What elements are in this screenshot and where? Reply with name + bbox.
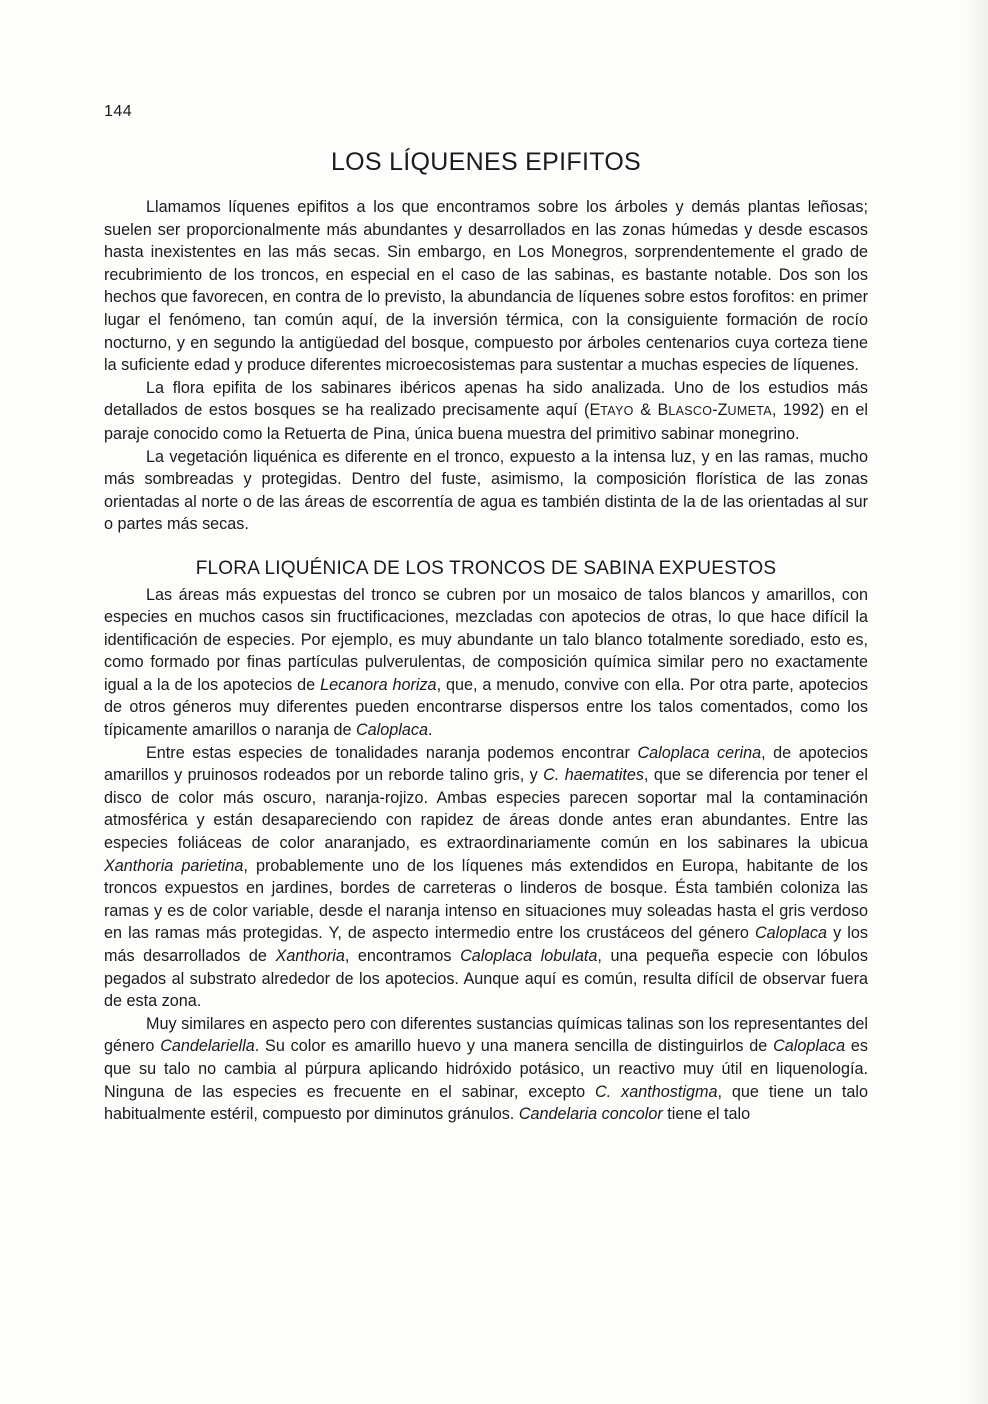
paragraph-text: , 1992) en el paraje conocido como la Retuerta de Pina, única buena muestra del primitivo sabinar monegrino. (104, 401, 868, 443)
page-title: LOS LÍQUENES EPIFITOS (330, 148, 642, 176)
paragraph-text: La flora epifita de los sabinares ibéricos apenas ha sido analizada. Uno de los estudios más detallados de estos bosques se ha realizado precisamente aquí ( (104, 378, 868, 420)
paragraph: Las áreas más expuestas del tronco se cubren por un mosaico de talos blancos y amarillos, con especies en muchos casos sin fructificaciones, mezcladas con apotecios de otras, lo que hace difícil la identificación de especies. Por ejemplo, es muy abundante un talo blanco totalmente sorediado, esto es, como formado por finas partículas pulverulentas, de composición química similar pero no exactamente igual a la de los apotecios de Lecanora horiza, que, a menudo, convive con ella. Por otra parte, apotecios de otros géneros muy diferentes pueden encontrarse dispersos entre los talos comentados, como los típicamente amarillos o naranja de Caloplaca. (104, 585, 868, 740)
page-number: 144 (104, 103, 133, 120)
species-name: Caloplaca cerina (637, 743, 762, 762)
species-name: Lecanora horiza (320, 675, 437, 694)
species-name: Caloplaca (773, 1037, 846, 1056)
page-edge-shadow (966, 0, 988, 1404)
species-name: Candelariella (160, 1037, 255, 1056)
species-name: C. xanthostigma (595, 1082, 718, 1101)
species-name: Caloplaca (355, 721, 428, 740)
species-name: Xanthoria parietina (104, 856, 244, 875)
paragraph: Muy similares en aspecto pero con diferentes sustancias químicas talinas son los representantes del género Candelariella. Su color es amarillo huevo y una manera sencilla de distinguirlos de Caloplaca es que su talo no cambia al púrpura aplicando hidróxido potásico, un reactivo muy útil en liquenología. Ninguna de las especies es frecuente en el sabinar, excepto C. xanthostigma, que tiene un talo habitualmente estéril, compuesto por diminutos gránulos. Candelaria concolor tiene el talo (104, 1014, 869, 1124)
paragraph-text: Llamamos líquenes epifitos a los que encontramos sobre los árboles y demás plantas leñosas; suelen ser proporcionalmente más abundantes y desarrollados en las zonas húmedas y desde escasos hasta inexistentes en las más secas. Sin embargo, en Los Monegros, sorprendentemente el grado de recubrimiento de los troncos, en especial en el caso de las sabinas, es bastante notable. Dos son los hechos que favorecen, en contra de lo previsto, la abundancia de líquenes sobre estos forofitos: en primer lugar el fenómeno, tan común aquí, de la inversión térmica, con la consiguiente formación de rocío nocturno, y en segundo la antigüedad del bosque, compuesto por árboles centenarios cuya corteza tiene la suficiente edad y produce diferentes microecosistemas para sustentar a muchas especies de líquenes. (104, 198, 868, 375)
paragraph: Entre estas especies de tonalidades naranja podemos encontrar Caloplaca cerina, de apotecios amarillos y pruinosos rodeados por un reborde talino gris, y C. haematites, que se diferencia por tener el disco de color más oscuro, naranja-rojizo. Ambas especies parecen soportar mal la contaminación atmosférica y están desapareciendo con rapidez de áreas donde antes eran abundantes. Entre las especies foliáceas de color anaranjado, es extraordinariamente común en los sabinares la ubicua Xanthoria parietina, probablemente uno de los líquenes más extendidos en Europa, habitante de los troncos expuestos en jardines, bordes de carreteras o linderos de bosque. Ésta también coloniza las ramas y es de color variable, desde el naranja intenso en situaciones muy soleadas hasta el gris verdoso en las ramas más protegidas. Y, de aspecto intermedio entre los crustáceos del género Caloplaca y los más desarrollados de Xanthoria, encontramos Caloplaca lobulata, una pequeña especie con lóbulos pegados al substrato alrededor de los apotecios. Aunque aquí es común, resulta difícil de observar fuera de esta zona. (104, 743, 869, 1011)
body-text (104, 196, 868, 1126)
paragraph (104, 196, 868, 377)
paragraph (104, 377, 868, 446)
species-name: C. haematites (543, 766, 644, 785)
species-name: Caloplaca lobulata (460, 947, 598, 965)
species-name: Xanthoria (275, 947, 345, 965)
species-name: Caloplaca (754, 924, 827, 943)
paragraph (104, 446, 868, 536)
species-name: Candelaria concolor (518, 1105, 663, 1124)
author-name: ETAYO & BLASCO-ZUMETA (589, 401, 772, 420)
paragraph-text: La vegetación liquénica es diferente en el tronco, expuesto a la intensa luz, y en las ramas, mucho más sombreadas y protegidas. Dentro del fuste, asimismo, la composición florística de las zonas orientadas al norte o de las áreas de escorrentía de agua es también distinta de la de las orientadas al sur o partes más secas. (104, 447, 868, 534)
section-heading: FLORA LIQUÉNICA DE LOS TRONCOS DE SABINA EXPUESTOS (195, 557, 777, 579)
